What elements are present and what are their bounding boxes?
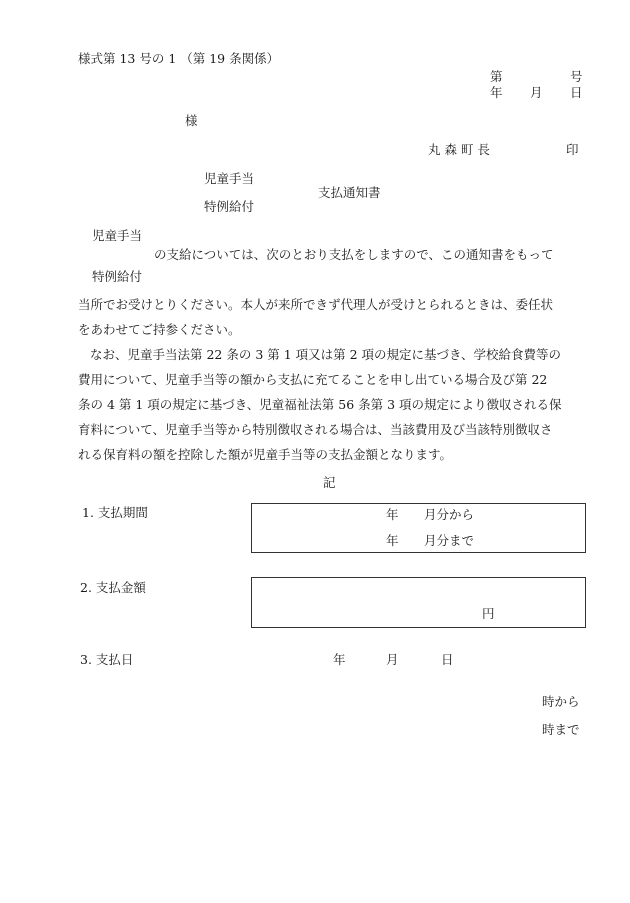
period-label: 1. 支払期間 [82,505,148,520]
title-allowance-child: 児童手当 [204,171,255,186]
period-box [251,503,586,553]
amount-label: 2. 支払金額 [80,580,146,595]
body-line1: の支給については、次のとおり支払をしますので、この通知書をもって [154,247,554,262]
payday-day: 日 [441,652,454,667]
period-from-text: 月分から [424,507,475,522]
payday-year: 年 [333,652,346,667]
body-alt-special: 特例給付 [92,269,143,284]
issuer-name: 丸 森 町 長 [428,142,490,157]
issuer-seal: 印 [566,142,579,157]
body-paragraph [78,292,588,467]
amount-unit: 円 [482,606,495,621]
payday-label: 3. 支払日 [80,652,134,667]
addressee-sama: 様 [185,113,198,128]
note-line: なお、児童手当法第 22 条の 3 第 1 項又は第 2 項の規定に基づき、学校給食費等の [90,347,562,362]
note-line: 条の 4 第 1 項の規定に基づき、児童福祉法第 56 条第 3 項の規定により徴収される保 [78,397,562,412]
payday-month: 月 [386,652,399,667]
title-allowance-special: 特例給付 [204,199,255,214]
note-line: 費用について、児童手当等の額から支払に充てることを申し出ている場合及び第 22 [78,372,548,387]
date-year: 年 [490,85,503,100]
time-from: 時から [542,694,580,709]
ki-heading: 記 [323,475,336,490]
date-month: 月 [530,85,543,100]
amount-box [251,577,586,628]
form-number: 様式第 13 号の 1 （第 19 条関係） [78,51,280,66]
doc-number-prefix: 第 [490,69,503,84]
date-day: 日 [570,85,583,100]
note-line: 育料について、児童手当等から特別徴収される場合は、当該費用及び当該特別徴収さ [78,422,553,437]
body-alt-child: 児童手当 [92,228,143,243]
body-line3: をあわせてご持参ください。 [78,322,241,337]
title-main: 支払通知書 [318,185,381,200]
period-to-text: 月分まで [424,533,475,548]
note-line: れる保育料の額を控除した額が児童手当等の支払金額となります。 [78,447,453,462]
doc-number-suffix: 号 [570,69,583,84]
period-from-year: 年 [386,507,399,522]
period-to-year: 年 [386,533,399,548]
body-line2: 当所でお受けとりください。本人が来所できず代理人が受けとられるときは、委任状 [78,297,554,312]
time-to: 時まで [542,722,580,737]
